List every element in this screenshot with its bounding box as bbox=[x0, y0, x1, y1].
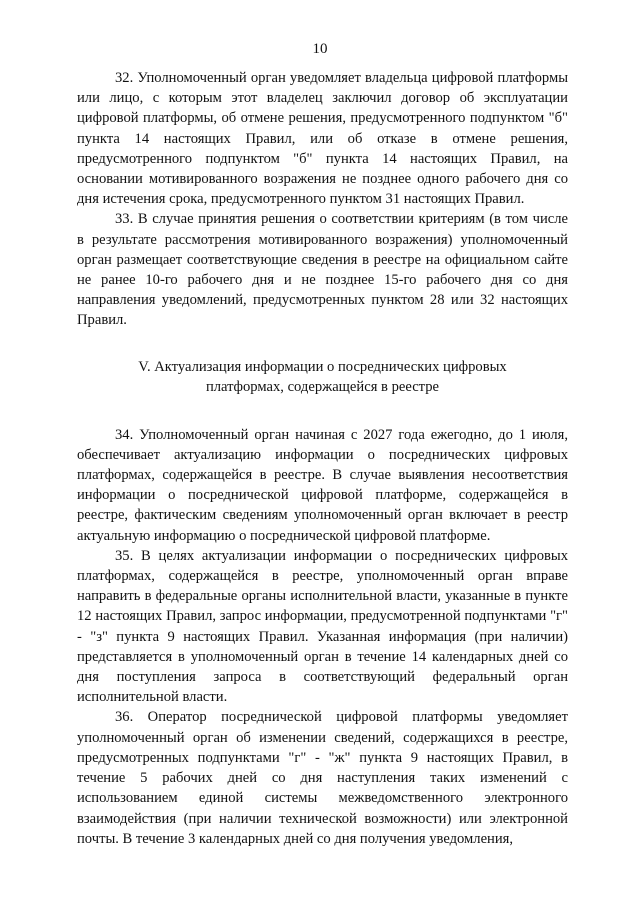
paragraph-33: 33. В случае принятия решения о соответствии критериям (в том числе в результате рассмотрения мотивированного возражения) уполномоченный орган размещает соответствующие сведения в реестре на официальном сайте не ранее 10-го рабочего дня и не позднее 15-го рабочего дня со дня направления уведомлений, предусмотренных пунктом 28 или 32 настоящих Правил. bbox=[77, 211, 568, 329]
document-body bbox=[77, 68, 568, 849]
paragraph-34: 34. Уполномоченный орган начиная с 2027 года ежегодно, до 1 июля, обеспечивает актуализацию информации о посреднических цифровых платформах, содержащейся в реестре. В случае выявления несоответствия информации о посреднической цифровой платформе, содержащейся в реестре, фактическим сведениям уполномоченный орган включает в реестр актуальную информацию о посреднической цифровой платформе. bbox=[77, 426, 568, 544]
section-heading bbox=[77, 357, 568, 397]
section-heading-line-1: V. Актуализация информации о посреднических цифровых bbox=[138, 358, 507, 375]
paragraph-36: 36. Оператор посреднической цифровой платформы уведомляет уполномоченный орган об изменении сведений, содержащихся в реестре, предусмотренных подпунктами "г" - "ж" пункта 9 настоящих Правил, в течение 5 рабочих дней со дня наступления таких изменений с использованием единой системы межведомственного электронного взаимодействия (при наличии технической возможности) или электронной почты. В течение 3 календарных дней со дня получения уведомления, bbox=[77, 709, 568, 847]
page-number: 10 bbox=[312, 41, 328, 57]
paragraph-35: 35. В целях актуализации информации о посреднических цифровых платформах, содержащейся в реестре, уполномоченный орган вправе направить в федеральные органы исполнительной власти, указанные в пункте 12 настоящих Правил, запрос информации, предусмотренной подпунктами "г" - "з" пункта 9 настоящих Правил. Указанная информация (при наличии) представляется в уполномоченный орган в течение 14 календарных дней со дня поступления запроса в соответствующий федеральный орган исполнительной власти. bbox=[77, 547, 568, 706]
paragraph-32: 32. Уполномоченный орган уведомляет владельца цифровой платформы или лицо, с которым этот владелец заключил договор об эксплуатации цифровой платформы, об отмене решения, предусмотренного подпунктом "б" пункта 14 настоящих Правил, или об отказе в отмене решения, предусмотренного подпунктом "б" пункта 14 настоящих Правил, на основании мотивированного возражения не позднее одного рабочего дня со дня истечения срока, предусмотренного пунктом 31 настоящих Правил. bbox=[77, 70, 568, 208]
section-heading-line-2: платформах, содержащейся в реестре bbox=[205, 378, 440, 395]
